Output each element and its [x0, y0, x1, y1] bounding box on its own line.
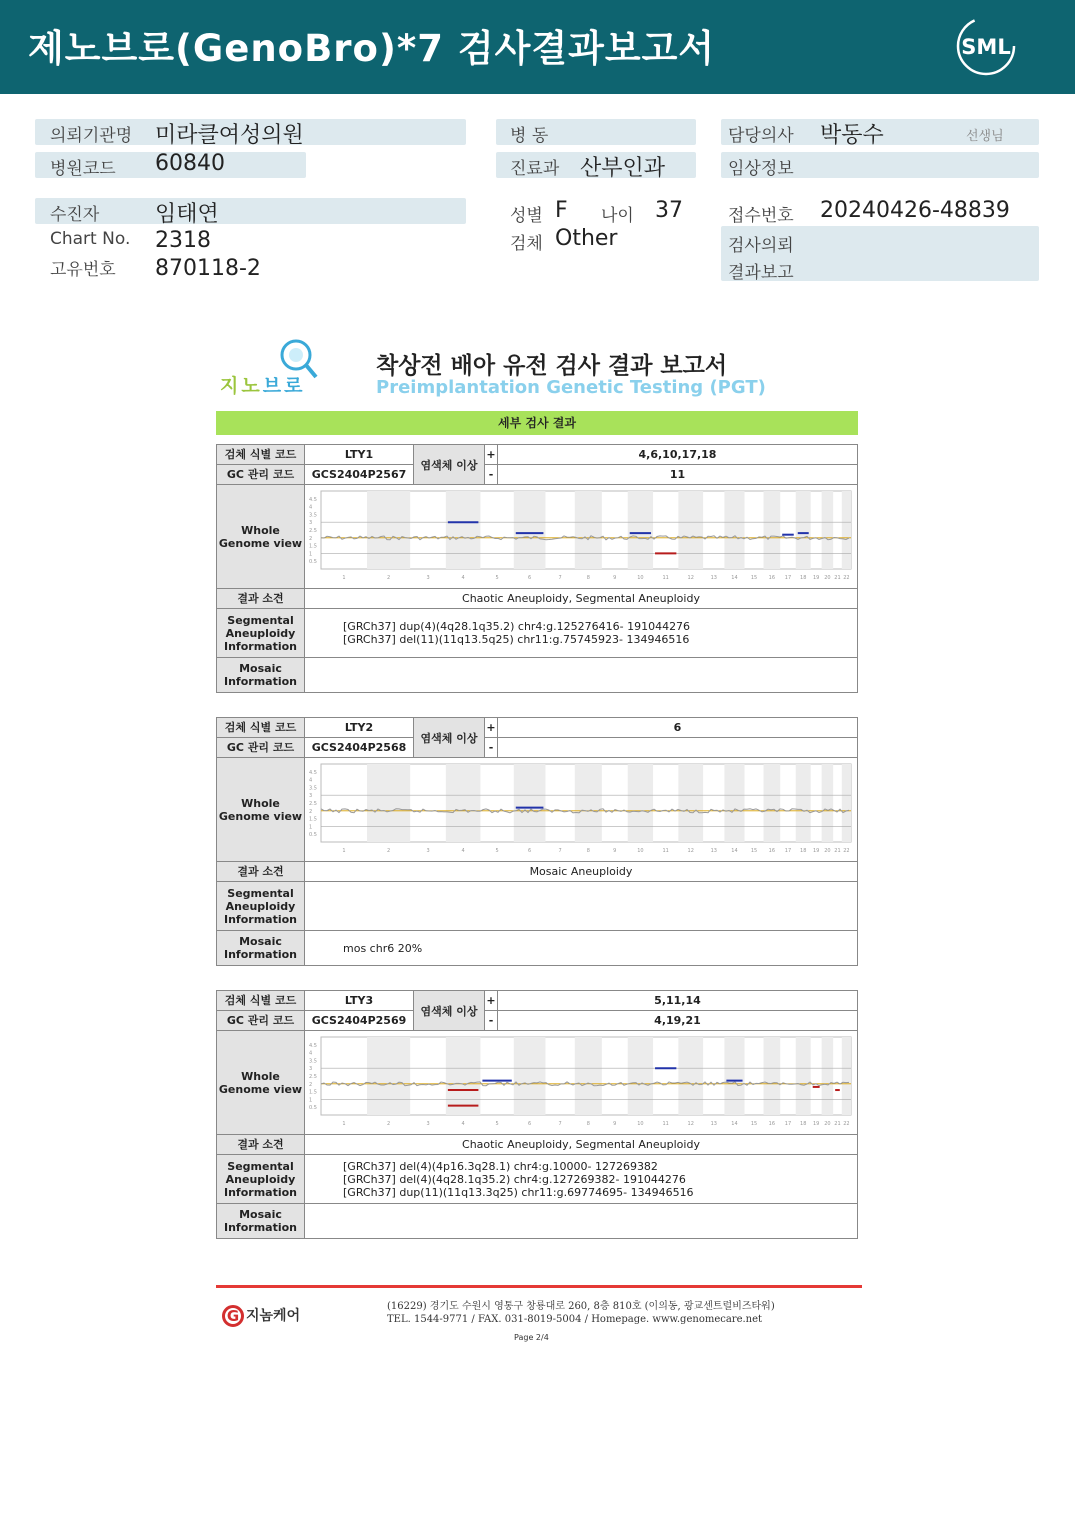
chromosome-band: [724, 764, 744, 842]
chromosome-band: [842, 1037, 851, 1115]
institution-value: 미라클여성의원: [155, 123, 304, 148]
department-value: 산부인과: [580, 156, 666, 181]
y-tick-label: 1: [309, 824, 313, 831]
x-tick-label: 1: [342, 575, 346, 581]
footer-divider: [216, 1285, 862, 1288]
x-tick-label: 10: [637, 1121, 644, 1127]
x-tick-label: 11: [662, 848, 669, 854]
x-tick-label: 13: [710, 848, 717, 854]
x-tick-label: 8: [586, 575, 590, 581]
chromosome-band: [575, 491, 602, 569]
x-tick-label: 3: [426, 1121, 430, 1127]
y-tick-label: 3.5: [309, 512, 317, 519]
x-tick-label: 7: [558, 1121, 562, 1127]
sample-table-2: [216, 717, 858, 966]
wgv-label: Whole Genome view: [217, 758, 305, 862]
doctor-suffix: 선생님: [966, 129, 1004, 144]
unique-no-value: 870118-2: [155, 256, 261, 281]
loss-sign: -: [485, 738, 498, 758]
gc-code: GCS2404P2568: [305, 738, 414, 758]
x-tick-label: 3: [426, 848, 430, 854]
x-tick-label: 12: [687, 1121, 694, 1127]
chromosome-band: [628, 1037, 653, 1115]
x-tick-label: 21: [834, 1121, 841, 1127]
y-tick-label: 3: [309, 520, 313, 527]
mosaic-value: [305, 658, 858, 693]
chromosome-band: [822, 764, 834, 842]
hospital-code-value: 60840: [155, 151, 225, 176]
x-tick-label: 19: [812, 848, 820, 854]
y-tick-label: 4.5: [309, 496, 317, 503]
x-tick-label: 10: [637, 848, 644, 854]
y-tick-label: 4.5: [309, 1042, 317, 1049]
x-tick-label: 18: [800, 575, 807, 581]
x-tick-label: 16: [768, 1121, 776, 1127]
x-tick-label: 9: [613, 848, 617, 854]
doctor-label: 담당의사: [728, 126, 794, 146]
mosaic-label: Mosaic Information: [217, 658, 305, 693]
x-tick-label: 1: [342, 848, 346, 854]
x-tick-label: 8: [586, 1121, 590, 1127]
finding-label: 결과 소견: [217, 589, 305, 609]
x-tick-label: 16: [768, 848, 776, 854]
gc-code-label: GC 관리 코드: [217, 465, 305, 485]
segmental-value: [GRCh37] del(4)(4p16.3q28.1) chr4:g.10000- 127269382 [GRCh37] del(4)(4q28.1q35.2) chr4:g.127269382- 191044276 [GRCh37] dup(11)(11q13.3q25) chr11:g.69774695- 134946516: [305, 1155, 858, 1204]
chromosome-band: [842, 764, 851, 842]
chromosome-band: [367, 1037, 410, 1115]
whole-genome-chart: [305, 485, 857, 585]
x-tick-label: 6: [528, 1121, 532, 1127]
specimen-id-label: 검체 식별 코드: [217, 991, 305, 1011]
doctor-value: 박동수: [820, 123, 884, 148]
segmental-value: [GRCh37] dup(4)(4q28.1q35.2) chr4:g.125276416- 191044276 [GRCh37] del(11)(11q13.5q25) chr11:g.75745923- 134946516: [305, 609, 858, 658]
report-subtitle: Preimplantation Genetic Testing (PGT): [376, 377, 766, 398]
specimen-id: LTY3: [305, 991, 414, 1011]
y-tick-label: 3: [309, 1066, 313, 1073]
institution-label: 의뢰기관명: [50, 126, 133, 146]
clinical-label: 임상정보: [728, 159, 794, 179]
finding-value: Chaotic Aneuploidy, Segmental Aneuploidy: [305, 589, 858, 609]
chromosome-band: [514, 491, 546, 569]
x-tick-label: 5: [495, 1121, 499, 1127]
specimen-id: LTY1: [305, 445, 414, 465]
chart-no-value: 2318: [155, 228, 211, 253]
y-tick-label: 2.5: [309, 1074, 317, 1080]
svg-text:SML: SML: [961, 35, 1011, 59]
x-tick-label: 20: [824, 1121, 831, 1127]
finding-value: Chaotic Aneuploidy, Segmental Aneuploidy: [305, 1135, 858, 1155]
x-tick-label: 10: [637, 575, 644, 581]
y-tick-label: 1.5: [309, 816, 317, 823]
x-tick-label: 19: [812, 575, 820, 581]
whole-genome-chart: [305, 1031, 857, 1131]
y-tick-label: 2: [309, 808, 313, 815]
y-tick-label: 3: [309, 793, 313, 800]
detail-results-header: 세부 검사 결과: [216, 411, 858, 435]
chromosome-band: [367, 491, 410, 569]
mosaic-value: [305, 1204, 858, 1239]
x-tick-label: 14: [731, 848, 738, 854]
x-tick-label: 11: [662, 575, 669, 581]
x-tick-label: 13: [710, 575, 717, 581]
chromosome-band: [678, 764, 703, 842]
sex-label: 성별: [510, 206, 543, 226]
sample-table-1: [216, 444, 858, 693]
finding-label: 결과 소견: [217, 862, 305, 882]
chromosome-band: [822, 491, 834, 569]
gain-sign: +: [485, 445, 498, 465]
age-value: 37: [655, 198, 683, 223]
chromosome-band: [514, 1037, 546, 1115]
x-tick-label: 6: [528, 848, 532, 854]
genomecare-logo: G 지놈케어: [222, 1305, 300, 1327]
chromosome-band: [724, 491, 744, 569]
x-tick-label: 2: [387, 1121, 391, 1127]
x-tick-label: 12: [687, 575, 694, 581]
y-tick-label: 4: [309, 777, 313, 784]
x-tick-label: 9: [613, 1121, 617, 1127]
gc-code: GCS2404P2567: [305, 465, 414, 485]
x-tick-label: 17: [784, 1121, 792, 1127]
gain-chromosomes: 4,6,10,17,18: [498, 445, 858, 465]
page-title: 제노브로(GenoBro)*7 검사결과보고서: [28, 27, 716, 70]
x-tick-label: 7: [558, 848, 562, 854]
chromosome-band: [764, 491, 781, 569]
mosaic-value: mos chr6 20%: [305, 931, 858, 966]
name-row: [35, 198, 466, 224]
x-tick-label: 22: [843, 1121, 850, 1127]
loss-chromosomes: 4,19,21: [498, 1011, 858, 1031]
department-label: 진료과: [510, 159, 560, 179]
unique-no-label: 고유번호: [50, 260, 116, 280]
x-tick-label: 20: [824, 848, 831, 854]
page-number: Page 2/4: [514, 1333, 549, 1342]
x-tick-label: 12: [687, 848, 694, 854]
whole-genome-chart: [305, 758, 857, 858]
x-tick-label: 21: [834, 575, 841, 581]
y-tick-label: 1.5: [309, 543, 317, 550]
gain-sign: +: [485, 718, 498, 738]
hospital-code-label: 병원코드: [50, 159, 116, 179]
x-tick-label: 20: [824, 575, 831, 581]
gain-chromosomes: 5,11,14: [498, 991, 858, 1011]
chromosome-band: [514, 764, 546, 842]
y-tick-label: 3.5: [309, 785, 317, 792]
x-tick-label: 11: [662, 1121, 669, 1127]
y-tick-label: 2.5: [309, 528, 317, 534]
y-tick-label: 0.5: [309, 1105, 317, 1112]
age-label: 나이: [601, 206, 634, 226]
x-tick-label: 21: [834, 848, 841, 854]
x-tick-label: 14: [731, 1121, 738, 1127]
gc-code-label: GC 관리 코드: [217, 1011, 305, 1031]
x-tick-label: 17: [784, 575, 792, 581]
x-tick-label: 8: [586, 848, 590, 854]
abnormal-label: 염색체 이상: [414, 718, 485, 758]
specimen-id-label: 검체 식별 코드: [217, 718, 305, 738]
x-tick-label: 13: [710, 1121, 717, 1127]
specimen-label: 검체: [510, 234, 543, 254]
loss-chromosomes: 11: [498, 465, 858, 485]
chromosome-band: [446, 764, 481, 842]
name-label: 수진자: [50, 205, 100, 225]
sample-table-3: [216, 990, 858, 1239]
y-tick-label: 1: [309, 551, 313, 558]
loss-sign: -: [485, 1011, 498, 1031]
x-tick-label: 18: [800, 1121, 807, 1127]
mosaic-label: Mosaic Information: [217, 931, 305, 966]
footer-address: (16229) 경기도 수원시 영통구 창룡대로 260, 8층 810호 (이의동, 광교센트럴비즈타워) TEL. 1544-9771 / FAX. 031-8019-5004 / Homepage. www.genomecare.net: [387, 1301, 775, 1325]
chromosome-band: [796, 764, 811, 842]
x-tick-label: 7: [558, 575, 562, 581]
wgv-label: Whole Genome view: [217, 1031, 305, 1135]
wgv-label: Whole Genome view: [217, 485, 305, 589]
chromosome-band: [575, 1037, 602, 1115]
genobro-brand: 지노브로: [220, 375, 306, 397]
finding-label: 결과 소견: [217, 1135, 305, 1155]
finding-value: Mosaic Aneuploidy: [305, 862, 858, 882]
y-tick-label: 2: [309, 535, 313, 542]
x-tick-label: 22: [843, 575, 850, 581]
chromosome-band: [796, 491, 811, 569]
receipt-label: 접수번호: [728, 206, 794, 226]
y-tick-label: 4: [309, 1050, 313, 1057]
chromosome-band: [575, 764, 602, 842]
x-tick-label: 15: [750, 575, 758, 581]
report-header: [0, 0, 1075, 94]
segmental-label: Segmental Aneuploidy Information: [217, 609, 305, 658]
segmental-label: Segmental Aneuploidy Information: [217, 1155, 305, 1204]
y-tick-label: 2.5: [309, 801, 317, 807]
x-tick-label: 15: [750, 848, 758, 854]
x-tick-label: 16: [768, 575, 776, 581]
gain-chromosomes: 6: [498, 718, 858, 738]
x-tick-label: 2: [387, 575, 391, 581]
x-tick-label: 4: [461, 1121, 465, 1127]
gc-code: GCS2404P2569: [305, 1011, 414, 1031]
chromosome-band: [678, 491, 703, 569]
x-tick-label: 4: [461, 848, 465, 854]
loss-chromosomes: [498, 738, 858, 758]
chromosome-band: [796, 1037, 811, 1115]
g-logo-icon: G: [222, 1305, 244, 1327]
chromosome-band: [367, 764, 410, 842]
x-tick-label: 4: [461, 575, 465, 581]
segmental-label: Segmental Aneuploidy Information: [217, 882, 305, 931]
sex-value: F: [555, 198, 568, 223]
abnormal-label: 염색체 이상: [414, 991, 485, 1031]
loss-sign: -: [485, 465, 498, 485]
y-tick-label: 0.5: [309, 832, 317, 839]
x-tick-label: 19: [812, 1121, 820, 1127]
x-tick-label: 1: [342, 1121, 346, 1127]
gc-code-label: GC 관리 코드: [217, 738, 305, 758]
result-report-label: 결과보고: [728, 263, 794, 283]
chromosome-band: [446, 491, 481, 569]
chart-no-label: Chart No.: [50, 229, 131, 249]
y-tick-label: 0.5: [309, 559, 317, 566]
x-tick-label: 6: [528, 575, 532, 581]
chromosome-band: [724, 1037, 744, 1115]
y-tick-label: 2: [309, 1081, 313, 1088]
x-tick-label: 2: [387, 848, 391, 854]
segmental-value: [305, 882, 858, 931]
chromosome-band: [628, 491, 653, 569]
chromosome-band: [446, 1037, 481, 1115]
mosaic-label: Mosaic Information: [217, 1204, 305, 1239]
chromosome-band: [764, 764, 781, 842]
y-tick-label: 4.5: [309, 769, 317, 776]
x-tick-label: 5: [495, 575, 499, 581]
x-tick-label: 3: [426, 575, 430, 581]
specimen-value: Other: [555, 226, 618, 251]
chromosome-band: [628, 764, 653, 842]
y-tick-label: 3.5: [309, 1058, 317, 1065]
y-tick-label: 4: [309, 504, 313, 511]
x-tick-label: 14: [731, 575, 738, 581]
y-tick-label: 1: [309, 1097, 313, 1104]
chromosome-band: [822, 1037, 834, 1115]
specimen-id-label: 검체 식별 코드: [217, 445, 305, 465]
x-tick-label: 5: [495, 848, 499, 854]
chromosome-band: [842, 491, 851, 569]
receipt-value: 20240426-48839: [820, 198, 1010, 223]
patient-name: 임태연: [155, 202, 219, 227]
request-label: 검사의뢰: [728, 236, 794, 256]
y-tick-label: 1.5: [309, 1089, 317, 1096]
x-tick-label: 17: [784, 848, 792, 854]
chromosome-band: [764, 1037, 781, 1115]
chromosome-band: [678, 1037, 703, 1115]
x-tick-label: 18: [800, 848, 807, 854]
ward-label: 병 동: [510, 126, 549, 146]
x-tick-label: 22: [843, 848, 850, 854]
x-tick-label: 15: [750, 1121, 758, 1127]
specimen-id: LTY2: [305, 718, 414, 738]
x-tick-label: 9: [613, 575, 617, 581]
gain-sign: +: [485, 991, 498, 1011]
abnormal-label: 염색체 이상: [414, 445, 485, 485]
report-title: 착상전 배아 유전 검사 결과 보고서: [376, 353, 728, 379]
sml-logo: [954, 14, 1018, 78]
